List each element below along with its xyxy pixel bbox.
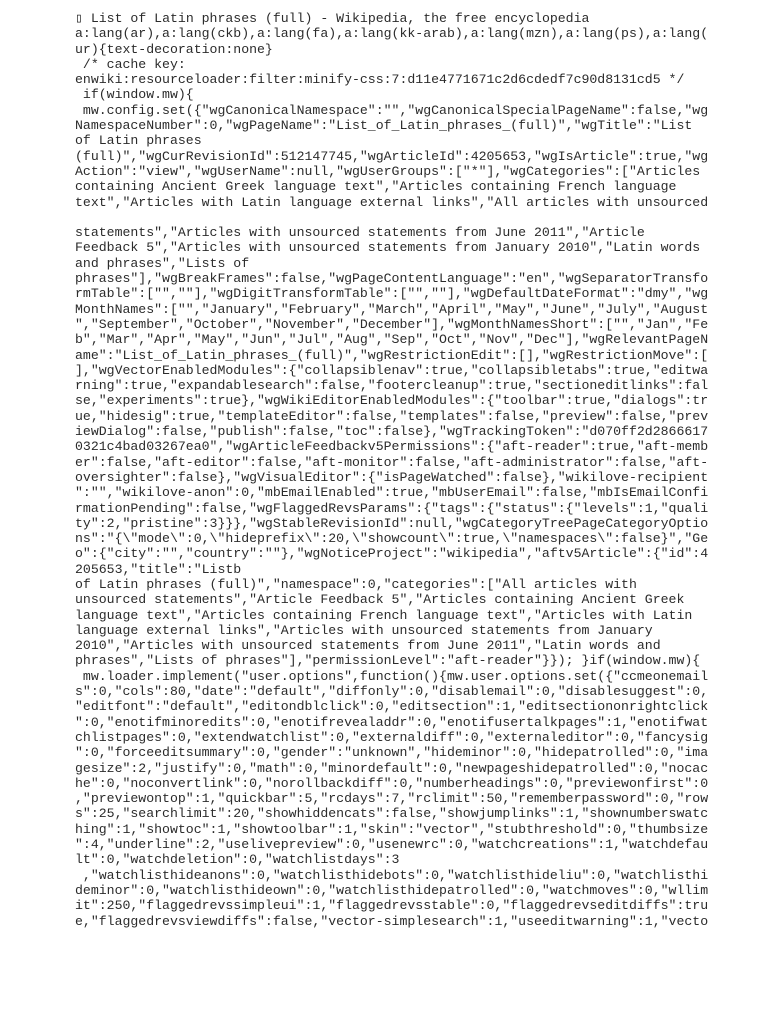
text-line: phrases","Lists of phrases"],"permissionLevel":"aft-reader"}}); }if(window.mw){ bbox=[75, 653, 701, 669]
text-line: text","Articles with Latin language external links","All articles with unsourced bbox=[75, 194, 709, 210]
text-line: ,"watchlisthideanons":0,"watchlisthidebots":0,"watchlisthideliu":0,"watchlisthi bbox=[75, 867, 709, 883]
text-line: /* cache key: bbox=[75, 56, 186, 72]
text-line: deminor":0,"watchlisthideown":0,"watchlisthidepatrolled":0,"watchmoves":0,"wllim bbox=[75, 882, 709, 898]
text-line: ur){text-decoration:none} bbox=[75, 41, 273, 57]
raw-source-text bbox=[75, 11, 765, 929]
text-line: ▯ List of Latin phrases (full) - Wikipedia, the free encyclopedia bbox=[75, 11, 590, 26]
text-line: ue,"hidesig":true,"templateEditor":false,"templates":false,"preview":false,"prev bbox=[75, 408, 709, 424]
text-line: ":4,"underline":2,"uselivepreview":0,"usenewrc":0,"watchcreations":1,"watchdefau bbox=[75, 837, 709, 853]
text-line: ns":"{\"mode\":0,\"hideprefix\":20,\"showcount\":true,\"namespaces\":false}","Ge bbox=[75, 531, 709, 547]
text-line: 0321c4bad03267ea0","wgArticleFeedbackv5Permissions":{"aft-reader":true,"aft-memb bbox=[75, 439, 709, 455]
text-line: er":false,"aft-editor":false,"aft-monitor":false,"aft-administrator":false,"aft- bbox=[75, 454, 709, 470]
text-line: statements","Articles with unsourced statements from June 2011","Article bbox=[75, 225, 645, 241]
text-line: rmationPending":false,"wgFlaggedRevsParams":{"tags":{"status":{"levels":1,"quali bbox=[75, 500, 709, 516]
text-line: ,"previewontop":1,"quickbar":5,"rcdays":7,"rclimit":50,"rememberpassword":0,"row bbox=[75, 791, 709, 807]
text-line: hing":1,"showtoc":1,"showtoolbar":1,"skin":"vector","stubthreshold":0,"thumbsize bbox=[75, 821, 709, 837]
text-line: s":0,"cols":80,"date":"default","diffonly":0,"disablemail":0,"disablesuggest":0, bbox=[75, 684, 709, 700]
text-line: language external links","Articles with unsourced statements from January bbox=[75, 622, 653, 638]
text-line: rning":true,"expandablesearch":false,"footercleanup":true,"sectioneditlinks":fal bbox=[75, 378, 709, 394]
text-line: Feedback 5","Articles with unsourced statements from January 2010","Latin words bbox=[75, 240, 701, 256]
text-line: a:lang(ar),a:lang(ckb),a:lang(fa),a:lang(kk-arab),a:lang(mzn),a:lang(ps),a:lang( bbox=[75, 26, 709, 42]
text-line: ":"","wikilove-anon":0,"mbEmailEnabled":true,"mbUserEmail":false,"mbIsEmailConfi bbox=[75, 485, 709, 501]
text-line: e,"flaggedrevsviewdiffs":false,"vector-simplesearch":1,"useeditwarning":1,"vecto bbox=[75, 913, 709, 929]
text-line: mw.config.set({"wgCanonicalNamespace":"","wgCanonicalSpecialPageName":false,"wg bbox=[75, 102, 709, 118]
text-line: gesize":2,"justify":0,"math":0,"minordefault":0,"newpageshidepatrolled":0,"nocac bbox=[75, 760, 709, 776]
text-line: of Latin phrases (full)","namespace":0,"categories":["All articles with bbox=[75, 576, 637, 592]
text-line: ty":2,"pristine":3}}},"wgStableRevisionId":null,"wgCategoryTreePageCategoryOptio bbox=[75, 515, 709, 531]
text-line: enwiki:resourceloader:filter:minify-css:7:d11e4771671c2d6cdedf7c90d8131cd5 */ bbox=[75, 72, 685, 88]
text-line: unsourced statements","Article Feedback 5","Articles containing Ancient Greek bbox=[75, 592, 685, 608]
text-line: ":0,"enotifminoredits":0,"enotifrevealaddr":0,"enotifusertalkpages":1,"enotifwat bbox=[75, 714, 709, 730]
text-line: and phrases","Lists of bbox=[75, 255, 250, 271]
text-line: oversighter":false},"wgVisualEditor":{"isPageWatched":false},"wikilove-recipient bbox=[75, 469, 709, 485]
text-line: iewDialog":false,"publish":false,"toc":false},"wgTrackingToken":"d070ff2d2866617 bbox=[75, 424, 709, 440]
text-line: language text","Articles containing French language text","Articles with Latin bbox=[75, 607, 693, 623]
text-line: if(window.mw){ bbox=[75, 87, 194, 103]
text-line: 2010","Articles with unsourced statements from June 2011","Latin words and bbox=[75, 638, 661, 654]
text-line: it":250,"flaggedrevssimpleui":1,"flaggedrevsstable":0,"flaggedrevseditdiffs":tru bbox=[75, 898, 709, 914]
text-line: ":0,"forceeditsummary":0,"gender":"unknown","hideminor":0,"hidepatrolled":0,"ima bbox=[75, 745, 709, 761]
text-line: chlistpages":0,"extendwatchlist":0,"externaldiff":0,"externaleditor":0,"fancysig bbox=[75, 729, 709, 745]
text-line: Action":"view","wgUserName":null,"wgUserGroups":["*"],"wgCategories":["Articles bbox=[75, 163, 701, 179]
text-line: ","September","October","November","December"],"wgMonthNamesShort":["","Jan","Fe bbox=[75, 316, 709, 332]
text-line: "editfont":"default","editondblclick":0,"editsection":1,"editsectiononrightclick bbox=[75, 699, 709, 715]
text-line: containing Ancient Greek language text","Articles containing French language bbox=[75, 179, 677, 195]
text-line: he":0,"noconvertlink":0,"norollbackdiff":0,"numberheadings":0,"previewonfirst":0 bbox=[75, 775, 709, 791]
text-line: mw.loader.implement("user.options",function(){mw.user.options.set({"ccmeonemail bbox=[75, 668, 709, 684]
text-line: o":{"city":"","country":""},"wgNoticeProject":"wikipedia","aftv5Article":{"id":4 bbox=[75, 546, 709, 562]
text-line: s":25,"searchlimit":20,"showhiddencats":false,"showjumplinks":1,"shownumberswatc bbox=[75, 806, 709, 822]
text-line: phrases"],"wgBreakFrames":false,"wgPageContentLanguage":"en","wgSeparatorTransfo bbox=[75, 271, 709, 287]
text-line: (full)","wgCurRevisionId":512147745,"wgArticleId":4205653,"wgIsArticle":true,"wg bbox=[75, 148, 709, 164]
text-line: rmTable":["",""],"wgDigitTransformTable":["",""],"wgDefaultDateFormat":"dmy","wg bbox=[75, 286, 709, 302]
text-line: b","Mar","Apr","May","Jun","Jul","Aug","Sep","Oct","Nov","Dec"],"wgRelevantPageN bbox=[75, 332, 709, 348]
text-line: ame":"List_of_Latin_phrases_(full)","wgRestrictionEdit":[],"wgRestrictionMove":[ bbox=[75, 347, 709, 363]
text-line: 205653,"title":"Listb bbox=[75, 561, 242, 577]
text-line: ],"wgVectorEnabledModules":{"collapsiblenav":true,"collapsibletabs":true,"editwa bbox=[75, 362, 709, 378]
text-line: lt":0,"watchdeletion":0,"watchlistdays":3 bbox=[75, 852, 400, 868]
text-line: se,"experiments":true},"wgWikiEditorEnabledModules":{"toolbar":true,"dialogs":tr bbox=[75, 393, 709, 409]
text-line: MonthNames":["","January","February","March","April","May","June","July","August bbox=[75, 301, 709, 317]
text-line: of Latin phrases bbox=[75, 133, 202, 149]
text-line: NamespaceNumber":0,"wgPageName":"List_of_Latin_phrases_(full)","wgTitle":"List bbox=[75, 118, 693, 134]
